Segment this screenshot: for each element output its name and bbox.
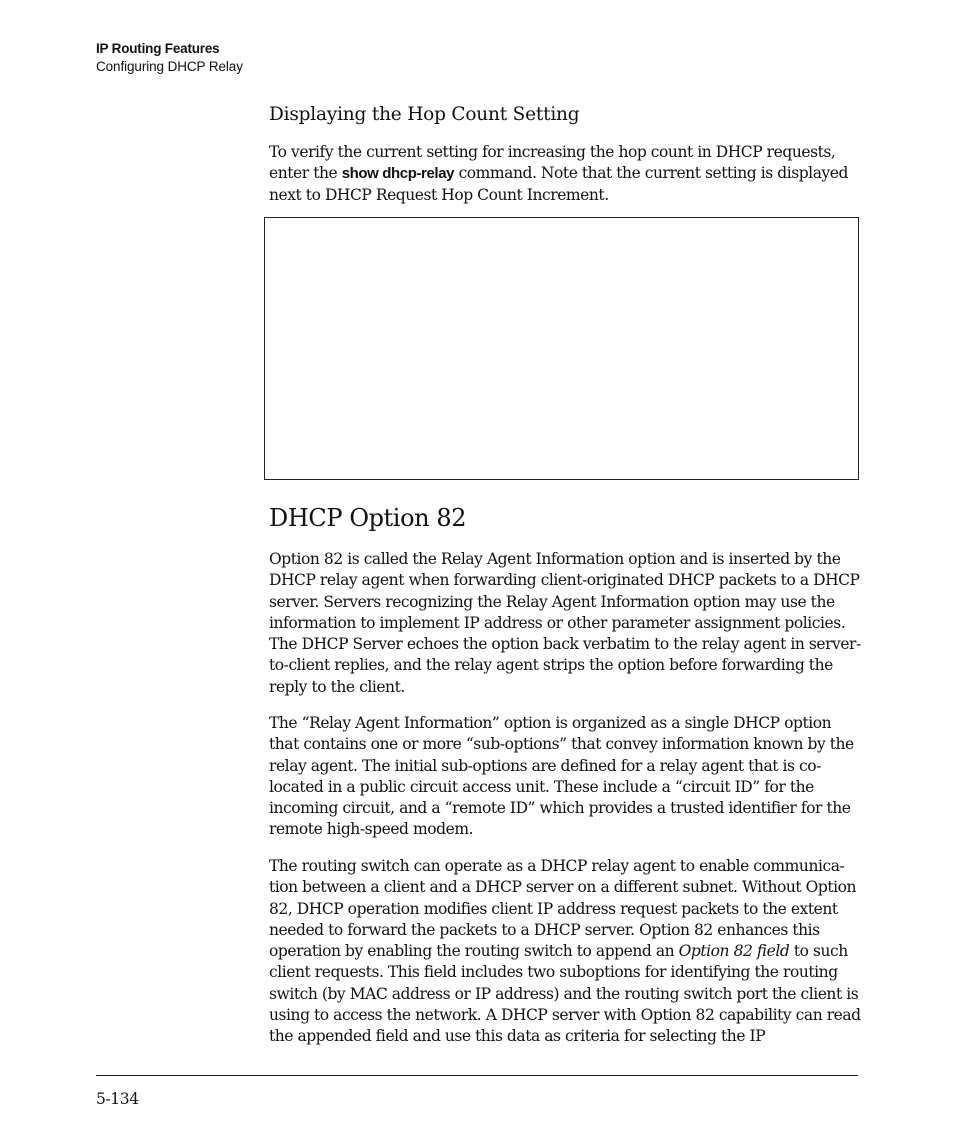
footer-divider [96, 1075, 858, 1076]
paragraph-3-text-end: to such client requests. This field includes two suboptions for identifying the routing switch (by MAC address or IP address) and the routing switch port the client is using to access the network. A DHCP server with Option 82 capability can read the appended field and use this data as criteria for selecting the IP [269, 942, 861, 1046]
intro-paragraph [269, 142, 861, 206]
option-82-field-term: Option 82 field [678, 942, 790, 961]
body-paragraph-3 [269, 856, 861, 1048]
body-paragraph-1: Option 82 is called the Relay Agent Information option and is inserted by the DHCP relay agent when forwarding client-originated DHCP packets to a DHCP server. Servers recognizing the Relay Agent Information option may use the information to implement IP address or other parameter assignment policies. The DHCP Server echoes the option back verbatim to the relay agent in server-to-client replies, and the relay agent strips the option before forwarding the reply to the client. [269, 550, 861, 696]
body-paragraph-2: The “Relay Agent Information” option is organized as a single DHCP option that contains one or more “sub-options” that convey information known by the relay agent. The initial sub-options are defined for a relay agent that is co-located in a public circuit access unit. These include a “circuit ID” for the incoming circuit, and a “remote ID” which provides a trusted identifier for the remote high-speed modem. [269, 714, 854, 839]
intro-text-start: To verify the current setting for increasing the hop count in DHCP requests, enter the [269, 143, 836, 183]
command-output-figure-box [264, 217, 859, 480]
running-header-section: IP Routing Features [96, 41, 220, 56]
section-heading: DHCP Option 82 [269, 504, 467, 532]
running-header-subsection: Configuring DHCP Relay [96, 59, 243, 74]
paragraph-3-text-start: The routing switch can operate as a DHCP relay agent to enable communica-tion between a client and a DHCP server on a different subnet. Without Option 82, DHCP operation modifies client IP address request packets to the extent needed to forward the packets to a DHCP server. Option 82 enhances this operation by enabling the routing switch to append an [269, 857, 857, 961]
subsection-heading: Displaying the Hop Count Setting [269, 104, 580, 125]
page-number: 5-134 [96, 1090, 139, 1108]
intro-text-end: command. Note that the current setting is displayed next to DHCP Request Hop Count Increment. [269, 164, 848, 204]
command-text: show dhcp-relay [341, 165, 455, 183]
